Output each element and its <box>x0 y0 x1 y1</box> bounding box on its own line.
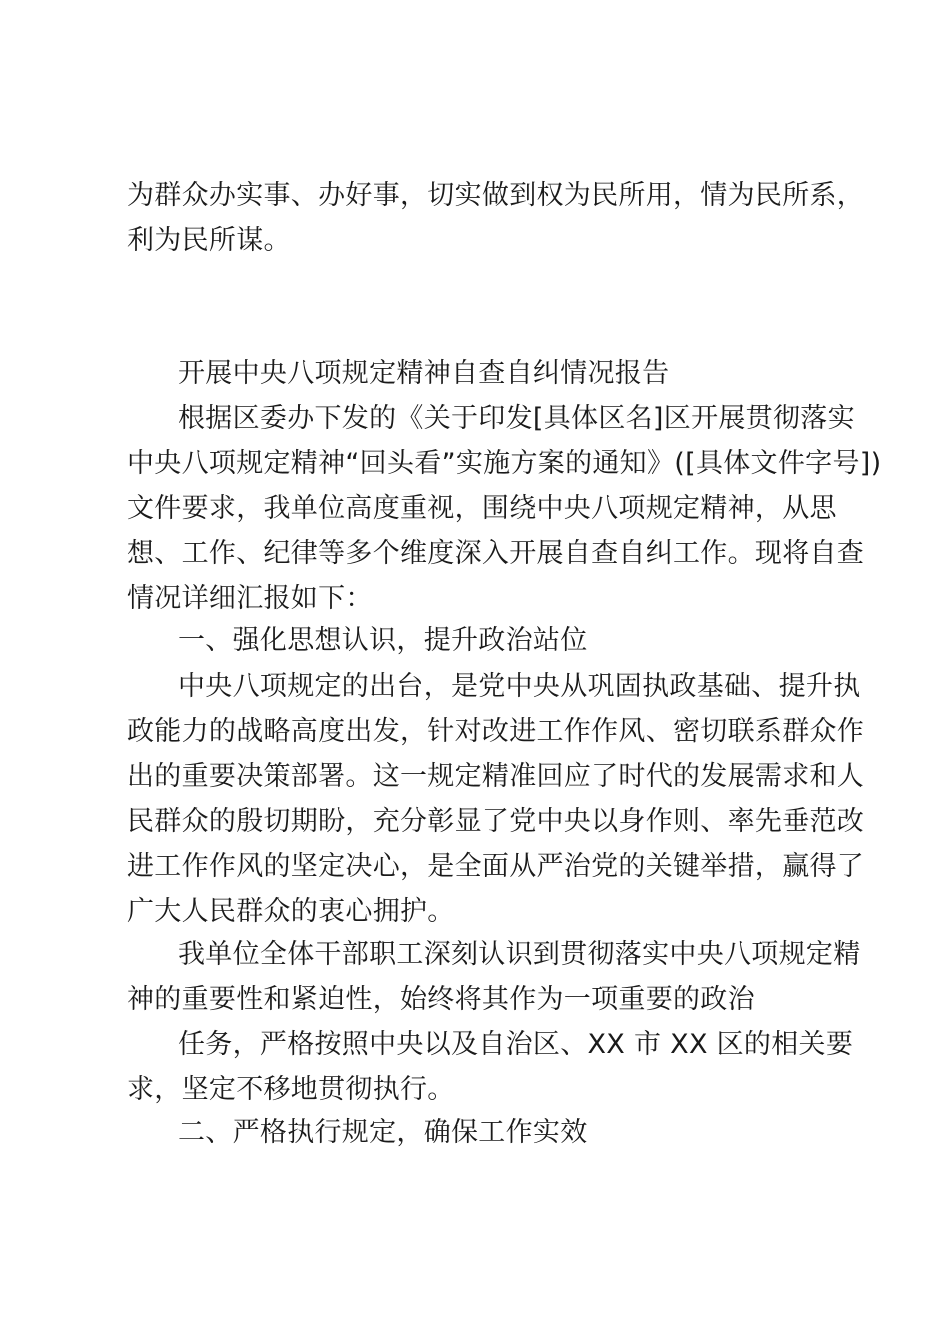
section1-paragraph-line: 中央八项规定的出台，是党中央从巩固执政基础、提升执 <box>178 671 861 702</box>
section1-paragraph-line: 出的重要决策部署。这一规定精准回应了时代的发展需求和人 <box>127 761 865 792</box>
paragraph-continuation-line: 为群众办实事、办好事，切实做到权为民所用，情为民所系， <box>127 180 865 211</box>
intro-paragraph-line: 文件要求，我单位高度重视，围绕中央八项规定精神，从思 <box>127 493 837 524</box>
intro-paragraph-line: 想、工作、纪律等多个维度深入开展自查自纠工作。现将自查 <box>127 538 865 569</box>
section1-paragraph2-line: 求，坚定不移地贯彻执行。 <box>127 1074 455 1105</box>
section1-paragraph-line: 政能力的战略高度出发，针对改进工作作风、密切联系群众作 <box>127 716 865 747</box>
intro-paragraph-line: 情况详细汇报如下： <box>127 583 373 614</box>
intro-paragraph-line: 根据区委办下发的《关于印发[具体区名]区开展贯彻落实 <box>178 403 855 434</box>
section1-paragraph2-line: 神的重要性和紧迫性，始终将其作为一项重要的政治 <box>127 984 755 1015</box>
section1-paragraph2-line: 我单位全体干部职工深刻认识到贯彻落实中央八项规定精 <box>178 939 861 970</box>
section-heading-2: 二、严格执行规定，确保工作实效 <box>178 1117 588 1148</box>
intro-paragraph-line: 中央八项规定精神“回头看”实施方案的通知》([具体文件字号]) <box>127 448 882 479</box>
section1-paragraph-line: 广大人民群众的衷心拥护。 <box>127 896 455 927</box>
section1-paragraph-line: 进工作作风的坚定决心，是全面从严治党的关键举措，赢得了 <box>127 851 865 882</box>
report-title: 开展中央八项规定精神自查自纠情况报告 <box>178 358 670 389</box>
section-heading-1: 一、强化思想认识，提升政治站位 <box>178 625 588 656</box>
section1-paragraph-line: 民群众的殷切期盼，充分彰显了党中央以身作则、率先垂范改 <box>127 806 865 837</box>
paragraph-continuation-line: 利为民所谋。 <box>127 225 291 256</box>
section1-paragraph2-line: 任务，严格按照中央以及自治区、XX 市 XX 区的相关要 <box>178 1029 854 1060</box>
